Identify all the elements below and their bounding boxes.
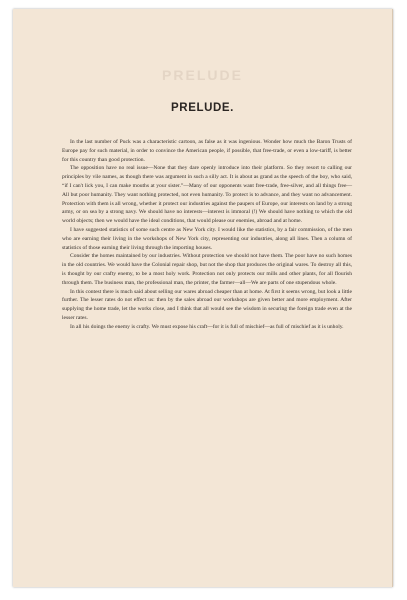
body-text — [62, 138, 352, 332]
faint-show-through-heading: PRELUDE — [162, 67, 243, 83]
paragraph-4: Consider the homes maintained by our industries. Without protection we should not have them. The poor have no such homes in the old countries. We would have the Colonial repair shop, but not the shop that produces the original wares. To destroy all this, is thought by our crafty enemy, to be a most holy work. Protection not only protects our mills and other plants, for all flourish through them. The business man, the professional man, the printer, the farmer—all—We are parts of one stupendous whole. — [62, 253, 352, 286]
paragraph-5: In this contest there is much said about selling our wares abroad cheaper than at home. At first it seems wrong, but look a little further. The lesser rates do not effect us: then by the sales abroad our workshops are given better and more employment. After supplying the home trade, let the works close, and I think that all would see the wisdom in securing the foreign trade even at the lesser rates. — [62, 288, 352, 321]
paragraph-1: In the last number of Puck was a characteristic cartoon, as false as it was ingenious. Wonder how much the Baron Trusts of Europe pay for such material, in order to convince the American people, if possible, that free-trade, or even a low-tariff, is better for this country than good protection. — [62, 139, 352, 163]
paragraph-2: The opposition have no real issue—None that they dare openly introduce into their platform. So they resort to calling our principles by vile names, as though there was argument in such a silly act. It is about as grand as the speech of the boy, who said, “if I can't lick you, I can make mouths at your sister.”—Many of our opponents want free-trade, free-silver, and all things free—All but poor humanity. They want nothing protected, not even humanity. To protect is to advance, and they want no advancement. Protection with them is all wrong, whether it protect our industries against the paupers of Europe, our interests on land by a strong army, or on sea by a strong navy. We should have no interests—interest is immoral (!) We should have nothing to which the old world objects; then we would have the ideal conditions, that would please our enemies, abroad and at home. — [62, 165, 352, 225]
paragraph-6: In all his doings the enemy is crafty. We must expose his craft—for it is full of mischief—as full of mischief as it is unholy. — [70, 323, 344, 330]
paragraph-3: I have suggested statistics of some such centre as New York city. I would like the statistics, by a fair commission, of the men who are earning their living in the workshops of New York city, representing our industries, along all lines. Then a column of statistics of those earning their living through the importing houses. — [62, 226, 352, 251]
page-title: PRELUDE. — [171, 102, 234, 114]
document-page — [13, 9, 393, 587]
